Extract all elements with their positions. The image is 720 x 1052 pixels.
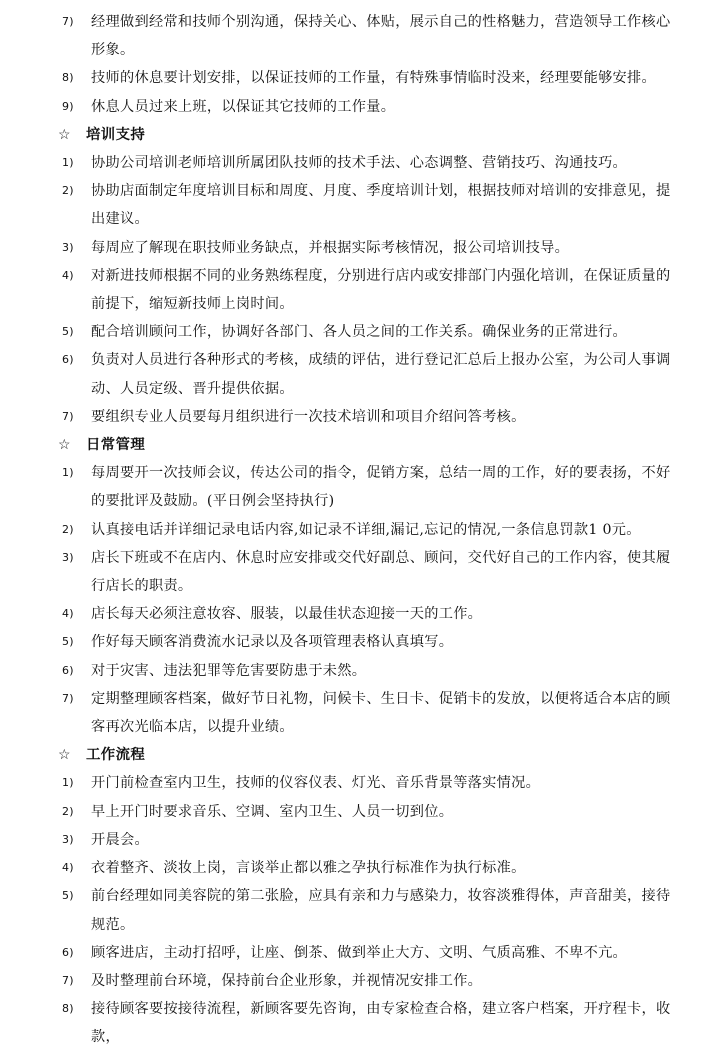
- list-item: [0, 93, 720, 121]
- list-item: [0, 8, 720, 64]
- list-item: [0, 967, 720, 995]
- list-item: [0, 516, 720, 544]
- item-number: 6): [62, 945, 74, 959]
- item-number: 2): [62, 804, 74, 818]
- item-number: 7): [62, 409, 74, 423]
- item-text: 经理做到经常和技师个别沟通，保持关心、体贴，展示自己的性格魅力，营造领导工作核心形象。: [91, 14, 671, 59]
- item-number: 4): [62, 861, 74, 875]
- list-item: [0, 346, 720, 402]
- item-text: 负责对人员进行各种形式的考核，成绩的评估，进行登记汇总后上报办公室，为公司人事调动、人员定级、晋升提供依据。: [91, 352, 671, 397]
- item-number: 1): [62, 466, 74, 480]
- item-text: 定期整理顾客档案，做好节日礼物，问候卡、生日卡、促销卡的发放，以便将适合本店的顾客再次光临本店，以提升业绩。: [91, 690, 671, 736]
- item-number: 2): [62, 522, 74, 536]
- list-item: [0, 854, 720, 882]
- list-item: [0, 798, 720, 826]
- item-text: 开门前检查室内卫生，技师的仪容仪表、灯光、音乐背景等落实情况。: [91, 775, 541, 792]
- section-title: 日常管理: [86, 436, 146, 454]
- item-text: 要组织专业人员要每月组织进行一次技术培训和项目介绍问答考核。: [91, 408, 526, 425]
- item-text: 店长下班或不在店内、休息时应安排或交代好副总、顾问，交代好自己的工作内容，使其履行店长的职责。: [91, 549, 671, 595]
- list-item: [0, 149, 720, 177]
- item-number: 4): [62, 607, 74, 621]
- item-text: 及时整理前台环境，保持前台企业形象，并视情况安排工作。: [91, 972, 483, 989]
- item-text: 作好每天顾客消费流水记录以及各项管理表格认真填写。: [91, 634, 454, 651]
- item-number: 5): [62, 635, 74, 649]
- item-text: 每周要开一次技师会议，传达公司的指令，促销方案，总结一周的工作，好的要表扬，不好的要批评及鼓励。(平日例会坚持执行): [91, 465, 671, 510]
- item-number: 5): [62, 325, 74, 339]
- list-item: [0, 262, 720, 318]
- list-item: [0, 826, 720, 854]
- section-title: 工作流程: [86, 746, 146, 764]
- item-text: 店长每天必须注意妆容、服装，以最佳状态迎接一天的工作。: [91, 606, 483, 623]
- list-item: [0, 939, 720, 967]
- item-number: 3): [62, 832, 74, 846]
- item-text: 顾客进店，主动打招呼，让座、倒茶、做到举止大方、文明、气质高雅、不卑不亢。: [91, 944, 628, 961]
- item-number: 6): [62, 353, 74, 367]
- list-item: [0, 769, 720, 797]
- list-item: [0, 657, 720, 685]
- list-item: [0, 995, 720, 1051]
- item-text: 前台经理如同美容院的第二张脸，应具有亲和力与感染力，妆容淡雅得体，声音甜美，接待规范。: [91, 888, 671, 933]
- section-heading-training: [0, 121, 720, 149]
- item-text: 早上开门时要求音乐、空调、室内卫生、人员一切到位。: [91, 803, 454, 820]
- item-text: 协助公司培训老师培训所属团队技师的技术手法、心态调整、营销技巧、沟通技巧。: [91, 155, 628, 172]
- item-number: 9): [62, 99, 74, 113]
- star-icon: ☆: [58, 437, 71, 454]
- item-number: 3): [62, 550, 74, 564]
- list-item: [0, 459, 720, 515]
- item-number: 6): [62, 663, 74, 677]
- star-icon: ☆: [58, 747, 71, 764]
- item-text: 休息人员过来上班，以保证其它技师的工作量。: [91, 98, 396, 115]
- item-number: 2): [62, 184, 74, 198]
- item-text: 配合培训顾问工作，协调好各部门、各人员之间的工作关系。确保业务的正常进行。: [91, 324, 628, 341]
- item-number: 3): [62, 240, 74, 254]
- item-text: 对于灾害、违法犯罪等危害要防患于未然。: [91, 662, 367, 679]
- list-item: [0, 685, 720, 741]
- star-icon: ☆: [58, 126, 71, 143]
- item-number: 4): [62, 268, 74, 282]
- list-item: [0, 177, 720, 233]
- list-item: [0, 600, 720, 628]
- item-text: 技师的休息要计划安排，以保证技师的工作量，有特殊事情临时没来，经理要能够安排。: [91, 70, 657, 87]
- list-item: [0, 318, 720, 346]
- section-title: 培训支持: [86, 125, 146, 143]
- list-item: [0, 234, 720, 262]
- item-text: 每周应了解现在职技师业务缺点，并根据实际考核情况，报公司培训技导。: [91, 239, 570, 256]
- item-text: 开晨会。: [91, 831, 149, 848]
- list-item: [0, 544, 720, 600]
- list-item: [0, 628, 720, 656]
- list-item: [0, 882, 720, 938]
- item-number: 1): [62, 156, 74, 170]
- item-text: 对新进技师根据不同的业务熟练程度，分别进行店内或安排部门内强化培训，在保证质量的前提下，缩短新技师上岗时间。: [91, 267, 671, 313]
- item-number: 1): [62, 776, 74, 790]
- item-text: 认真接电话并详细记录电话内容,如记录不详细,漏记,忘记的情况,一条信息罚款1 0元。: [91, 521, 641, 538]
- list-item: [0, 403, 720, 431]
- item-number: 8): [62, 71, 74, 85]
- list-item: [0, 64, 720, 92]
- item-number: 8): [62, 1002, 74, 1016]
- section-heading-workflow: [0, 741, 720, 769]
- item-number: 7): [62, 15, 74, 28]
- document-page: [0, 8, 720, 1052]
- item-number: 5): [62, 889, 74, 903]
- item-number: 7): [62, 691, 74, 705]
- item-text: 协助店面制定年度培训目标和周度、月度、季度培训计划，根据技师对培训的安排意见，提出建议。: [91, 183, 671, 228]
- section-heading-daily-management: [0, 431, 720, 459]
- item-text: 衣着整齐、淡妆上岗，言谈举止都以雅之孕执行标准作为执行标准。: [91, 860, 526, 877]
- item-text: 接待顾客要按接待流程，新顾客要先咨询，由专家检查合格，建立客户档案，开疗程卡，收款，: [91, 1001, 671, 1046]
- item-number: 7): [62, 973, 74, 987]
